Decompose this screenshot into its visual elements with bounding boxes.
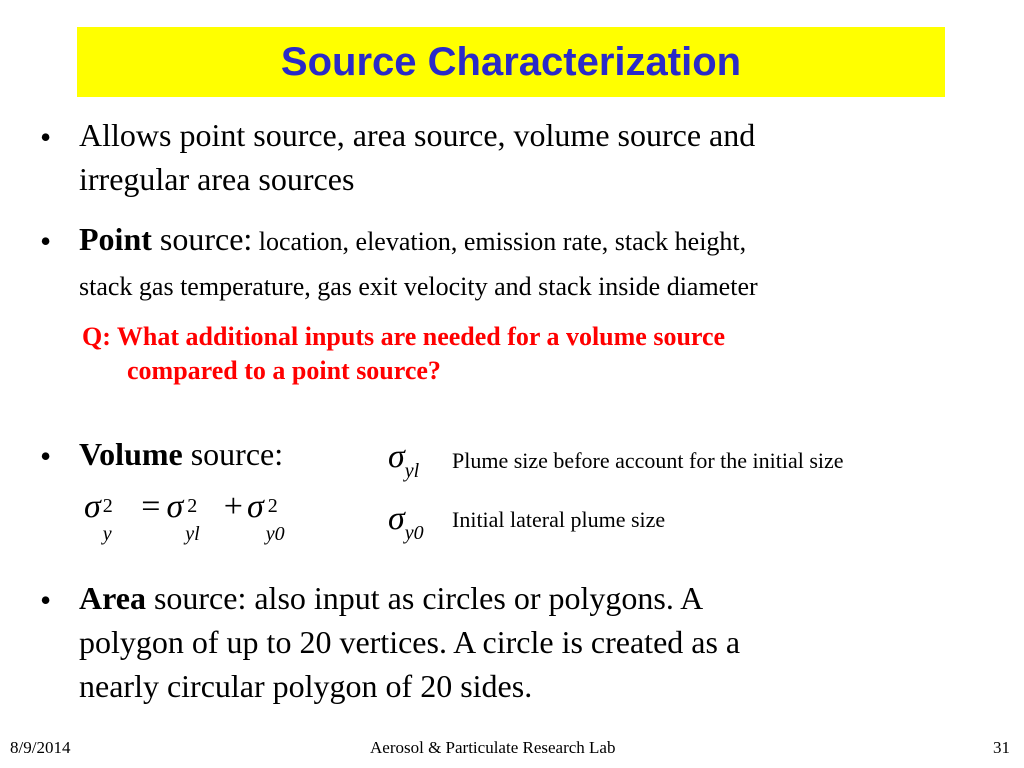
footer-lab: Aerosol & Particulate Research Lab: [370, 738, 616, 757]
sigma-y0-symbol: $\sigma_{y0}$: [388, 500, 424, 544]
bullet-marker: •: [40, 438, 52, 474]
sigma-y0-description: Initial lateral plume size: [452, 507, 666, 532]
bullet-marker: •: [40, 582, 52, 618]
sigma-yl-symbol: $\sigma_{yl}$: [388, 438, 420, 482]
bullet-area-source: Area source: also input as circles or polygons. A polygon of up to 20 vertices. A circle is created as a nearly circular polygon of 20 sides.: [79, 580, 741, 704]
bullet-sources: Allows point source, area source, volume source and irregular area sources: [79, 117, 756, 197]
title-banner: [77, 27, 945, 97]
bullet-point-source: Point source: location, elevation, emission rate, stack height, stack gas temperature, gas exit velocity and stack inside diameter: [79, 221, 758, 301]
bullet-marker: •: [40, 223, 52, 259]
question-text: Q: What additional inputs are needed for a volume source compared to a point source?: [82, 322, 726, 385]
footer-date: 8/9/2014: [10, 738, 71, 757]
sigma-yl-description: Plume size before account for the initial size: [452, 448, 844, 473]
sigma-formula: σ 2 y = σ 2 yl + σ 2 y0: [84, 488, 285, 545]
bullet-volume-source: Volume source:: [79, 436, 284, 472]
bullet-marker: •: [40, 119, 52, 155]
slide-title: Source Characterization: [280, 39, 742, 84]
point-bold: Point: [79, 221, 152, 257]
footer-page-number: 31: [993, 738, 1010, 757]
